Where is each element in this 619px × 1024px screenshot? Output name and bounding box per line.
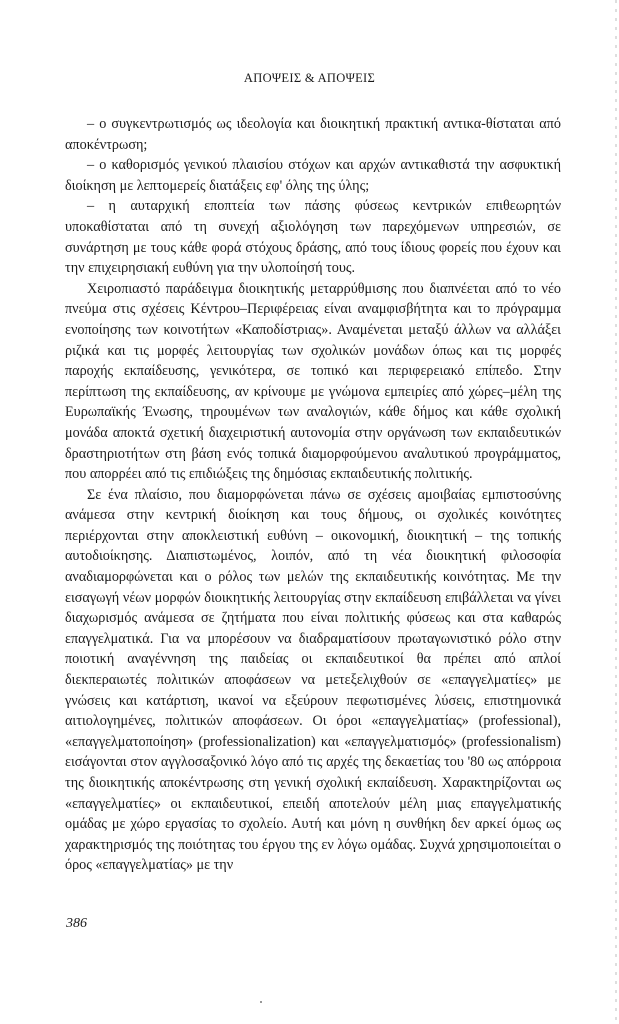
paragraph-3: – η αυταρχική εποπτεία των πάσης φύσεως κεντρικών επιθεωρητών υποκαθίσταται από τη συνεχή αξιολόγηση των παρεχόμενων υπηρεσιών, σε συνάρτηση με τους κάθε φορά στόχους δράσης, από τους ίδιους φορείς που έχουν και την επιχειρησιακή ευθύνη για την υλοποίησή τους.: [65, 198, 561, 277]
scan-speck: [260, 1001, 262, 1003]
running-title: ΑΠΟΨΕΙΣ & ΑΠΟΨΕΙΣ: [243, 71, 376, 85]
paragraph-4: Χειροπιαστό παράδειγμα διοικητικής μεταρρύθμισης που διαπνέεται από το νέο πνεύμα στις σχέσεις Κέντρου–Περιφέρειας είναι αναμφισβήτητα και το πρόγραμμα ενοποίησης των κοινοτήτων «Καποδίστριας». Αναμένεται μεταξύ άλλων να αλλάξει ριζικά και τις μορφές λειτουργίας των σχολικών μονάδων όπως και τις μορφές παροχής εκπαίδευσης, γενικότερα, σε τοπικό και περιφερειακό επίπεδο. Στην περίπτωση της εκπαίδευσης, αν κρίνουμε με γνώμονα εμπειρίες από χώρες–μέλη της Ευρωπαϊκής Ένωσης, τηρουμένων των αναλογιών, κάθε δήμος και κάθε σχολική μονάδα αποκτά σχετική διαχειριστική αυτονομία στην οργάνωση των εκπαιδευτικών δραστηριοτήτων στη βάση ενός τοπικά διαμορφούμενου αναλυτικού προγράμματος, που απορρέει από τις επιδιώξεις της δημόσιας εκπαιδευτικής πολιτικής.: [65, 280, 561, 483]
paragraph-1: – ο συγκεντρωτισμός ως ιδεολογία και διοικητική πρακτική αντικα-θίσταται από αποκέντρωση;: [65, 116, 561, 153]
body-text: [65, 114, 561, 876]
paragraph-5: Σε ένα πλαίσιο, που διαμορφώνεται πάνω σε σχέσεις αμοιβαίας εμπιστοσύνης ανάμεσα στην κεντρική διοίκηση και τους δήμους, οι σχολικές κοινότητες περιέρχονται στην αποκλειστική ευθύνη – οικονομική, διοικητική – της τοπικής αυτοδιοίκησης. Διαπιστωμένος, λοιπόν, από τη νέα διοικητική φιλοσοφία αναδιαμορφώνεται και ο ρόλος των μελών της εκπαιδευτικής κοινότητας. Με την εισαγωγή νέων μορφών διοικητικής λειτουργίας στην εκπαίδευση επιβάλλεται να γίνει διαχωρισμός ανάμεσα σε ζητήματα που είναι πολιτικής φύσεως και στα καθαρώς επαγγελματικά. Για να μπορέσουν να διαδραματίσουν πρωταγωνιστικό ρόλο στην ποιοτική αναγέννηση της παιδείας οι εκπαιδευτικοί θα πρέπει από απλοί διεκπεραιωτές πολιτικών αποφάσεων να μετεξελιχθούν σε «επαγγελματίες» με γνώσεις και κατάρτιση, ικανοί να εξεύρουν πεφωτισμένες λύσεις, επιστημονικά αιτιολογημένες, πολιτικών αποφάσεων. Οι όροι «επαγγελματίας» (professional), «επαγγελματοποίηση» (professionalization) και «επαγγελματισμός» (professionalism) εισάγονται στον αγγλοσαξονικό λόγο από τις αρχές της δεκαετίας του '80 ως απόρροια της διοικητικής αποκέντρωσης στη γενική σχολική εκπαίδευση. Χαρακτηρίζονται ως «επαγγελματίες» οι εκπαιδευτικοί, επειδή αποτελούν μέλη μιας επαγγελματικής ομάδας με χώρο εργασίας το σχολείο. Αυτή και μόνη η συνθήκη δεν αρκεί όμως ως χαρακτηρισμός της ποιότητας του έργου της εν λόγω ομάδας. Συχνά χρησιμοποιείται ο όρος «επαγγελματίας» με την: [65, 486, 561, 874]
page-number: 386: [66, 916, 87, 931]
paragraph-2: – ο καθορισμός γενικού πλαισίου στόχων και αρχών αντικαθιστά την ασφυκτική διοίκηση με λεπτομερείς διατάξεις εφ' όλης της ύλης;: [65, 157, 561, 194]
scan-edge-marks: [615, 0, 617, 1024]
